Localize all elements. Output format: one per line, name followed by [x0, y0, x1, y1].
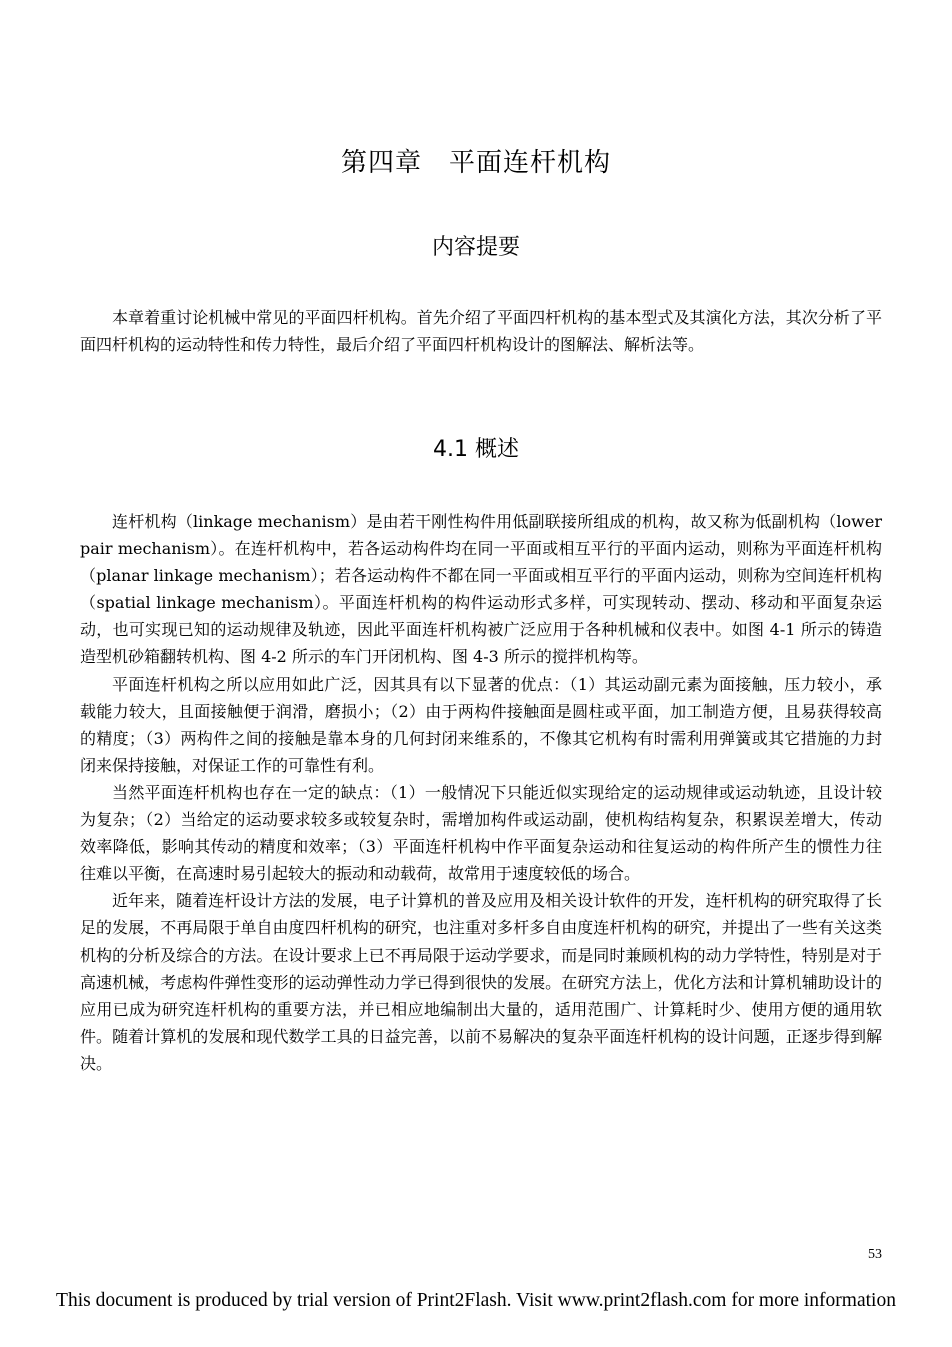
paragraph-1: 连杆机构（linkage mechanism）是由若干刚性构件用低副联接所组成的机构，故又称为低副机构（lower pair mechanism）。在连杆机构中，若各运动构件均在同一平面或相互平行的平面内运动，则称为平面连杆机构（planar linkage mechanism）；若各运动构件不都在同一平面或相互平行的平面内运动，则称为空间连杆机构（spatial linkage mechanism）。平面连杆机构的构件运动形式多样，可实现转动、摆动、移动和平面复杂运动，也可实现已知的运动规律及轨迹，因此平面连杆机构被广泛应用于各种机械和仪表中。如图 4-1 所示的铸造造型机砂箱翻转机构、图 4-2 所示的车门开闭机构、图 4-3 所示的搅拌机构等。 [80, 512, 882, 667]
paragraph-2: 平面连杆机构之所以应用如此广泛，因其具有以下显著的优点：（1）其运动副元素为面接触，压力较小，承载能力较大，且面接触便于润滑，磨损小；（2）由于两构件接触面是圆柱或平面，加工制造方便，且易获得较高的精度；（3）两构件之间的接触是靠本身的几何封闭来维系的，不像其它机构有时需利用弹簧或其它措施的力封闭来保持接触，对保证工作的可靠性有利。 [80, 674, 882, 775]
paragraph-4: 近年来，随着连杆设计方法的发展，电子计算机的普及应用及相关设计软件的开发，连杆机构的研究取得了长足的发展，不再局限于单自由度四杆机构的研究，也注重对多杆多自由度连杆机构的研究，并提出了一些有关这类机构的分析及综合的方法。在设计要求上已不再局限于运动学要求，而是同时兼顾机构的动力学特性，特别是对于高速机械，考虑构件弹性变形的运动弹性动力学已得到很快的发展。在研究方法上，优化方法和计算机辅助设计的应用已成为研究连杆机构的重要方法，并已相应地编制出大量的，适用范围广、计算耗时少、使用方便的通用软件。随着计算机的发展和现代数学工具的日益完善，以前不易解决的复杂平面连杆机构的设计问题，正逐步得到解决。 [80, 891, 882, 1073]
summary-paragraph: 本章着重讨论机械中常见的平面四杆机构。首先介绍了平面四杆机构的基本型式及其演化方法，其次分析了平面四杆机构的运动特性和传力特性，最后介绍了平面四杆机构设计的图解法、解析法等。 [80, 308, 882, 355]
page-number: 53 [868, 1247, 882, 1262]
chapter-title: 第四章 平面连杆机构 [340, 148, 611, 178]
summary-heading: 内容提要 [431, 235, 520, 260]
paragraph-3: 当然平面连杆机构也存在一定的缺点：（1）一般情况下只能近似实现给定的运动规律或运动轨迹，且设计较为复杂；（2）当给定的运动要求较多或较复杂时，需增加构件或运动副，使机构结构复杂，积累误差增大，传动效率降低，影响其传动的精度和效率；（3）平面连杆机构中作平面复杂运动和往复运动的构件所产生的惯性力往往难以平衡，在高速时易引起较大的振动和动载荷，故常用于速度较低的场合。 [80, 782, 882, 884]
trial-watermark-footer: This document is produced by trial version of Print2Flash. Visit www.print2flash.com for more information [56, 1290, 896, 1311]
section-heading: 4.1 概述 [433, 437, 519, 462]
section-body [80, 508, 882, 1077]
summary-paragraph-block [80, 304, 882, 358]
